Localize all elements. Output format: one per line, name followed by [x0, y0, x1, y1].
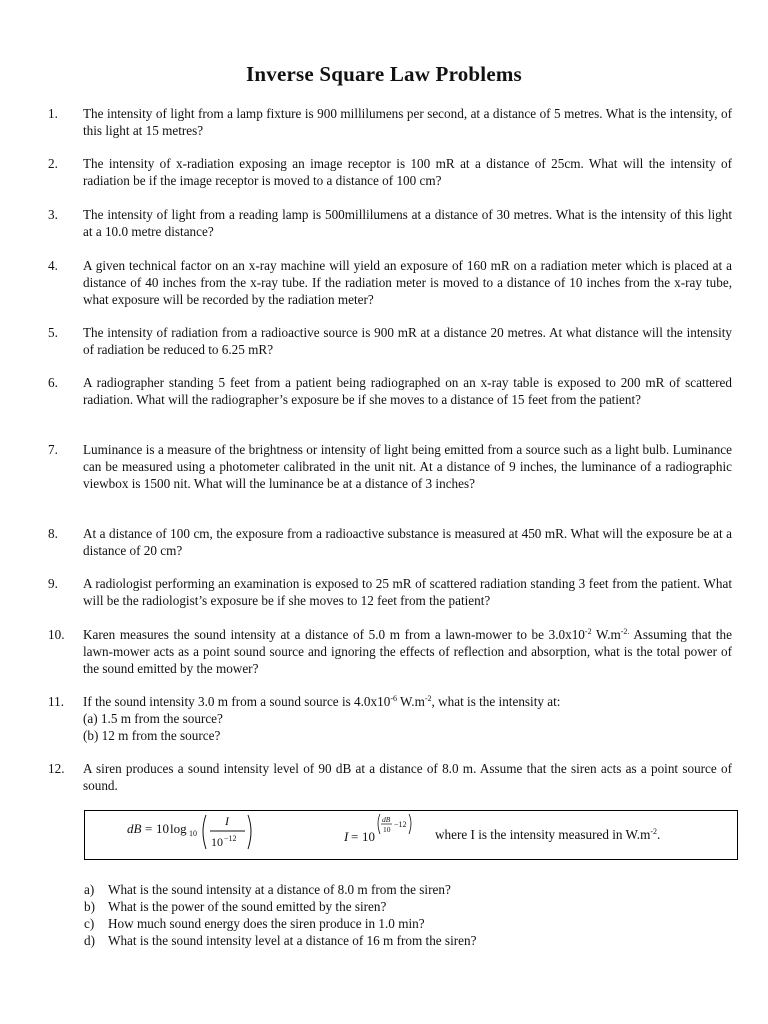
question-number: 1.: [48, 106, 58, 121]
question-number: 6.: [48, 375, 58, 390]
question-3: [48, 206, 732, 240]
question-number: 2.: [48, 156, 58, 171]
formula-exp-right-paren: [409, 814, 411, 834]
question-subpart-b: (b) 12 m from the source?: [83, 728, 221, 743]
formula-base-10: 10: [362, 829, 375, 844]
formula-log-base: 10: [189, 829, 197, 838]
subquestion-list: [84, 881, 734, 949]
list-marker: b): [84, 899, 95, 914]
list-item-text: What is the sound intensity level at a distance of 16 m from the siren?: [108, 933, 477, 948]
list-item-text: How much sound energy does the siren produce in 1.0 min?: [108, 916, 425, 931]
question-12: [48, 760, 732, 794]
question-text: Luminance is a measure of the brightness or intensity of light being emitted from a source such as a light bulb. Luminance can be measured using a photometer calibrated in the unit nit. At a distance of 9 inches, the luminance of a radiographic viewbox is 1500 nit. What will the luminance be at a distance of 3 inches?: [83, 442, 732, 491]
question-number: 3.: [48, 207, 58, 222]
question-text: The intensity of light from a lamp fixture is 900 millilumens per second, at a distance of 5 metres. What is the intensity, of this light at 15 metres?: [83, 106, 732, 138]
exponent: -2.: [620, 627, 630, 636]
question-number: 5.: [48, 325, 58, 340]
formula-exp-denominator: 10: [383, 825, 391, 834]
question-text-part: Karen measures the sound intensity at a distance of 5.0 m from a lawn-mower to be 3.0x10: [83, 627, 585, 642]
formula-fraction-denominator-base: 10: [211, 835, 223, 849]
formula-exp-numerator: dB: [382, 815, 391, 824]
question-text: [83, 693, 732, 744]
list-item: [84, 932, 734, 949]
question-number: 9.: [48, 576, 58, 591]
question-number: 8.: [48, 526, 58, 541]
list-item-text: What is the sound intensity at a distance of 8.0 m from the siren?: [108, 882, 451, 897]
formula-intensity-symbol: I: [344, 829, 349, 844]
question-1: [48, 105, 732, 139]
question-number: 10.: [48, 627, 65, 642]
question-7: [48, 441, 732, 492]
formula-coefficient: 10: [156, 821, 169, 836]
exponent: -2: [424, 694, 432, 703]
question-text: [83, 626, 732, 677]
question-number: 7.: [48, 442, 58, 457]
question-text-part: W.m: [396, 694, 425, 709]
formula-where-note: [435, 827, 660, 843]
exponent: -6: [390, 694, 397, 703]
formula-equals: =: [145, 821, 153, 836]
list-item: [84, 898, 734, 915]
list-item: [84, 881, 734, 898]
question-text-part: W.m: [591, 627, 621, 642]
question-text: A radiologist performing an examination is exposed to 25 mR of scattered radiation standing 3 feet from the patient. What will be the radiologist’s exposure be if she moves to 12 feet from the patient?: [83, 576, 732, 608]
formula-fraction-denominator-exponent: −12: [224, 834, 237, 843]
question-number: 12.: [48, 761, 65, 776]
formula-left-paren: [203, 815, 206, 849]
question-10: [48, 626, 732, 677]
question-5: [48, 324, 732, 358]
list-marker: a): [84, 882, 95, 897]
list-marker: d): [84, 933, 95, 948]
question-number: 4.: [48, 258, 58, 273]
question-text: A given technical factor on an x-ray machine will yield an exposure of 160 mR on a radiation meter which is placed at a distance of 40 inches from the x-ray tube. If the radiation meter is moved to a distance of 10 inches from the x-ray tube, what exposure will be recorded by the radiation meter?: [83, 258, 732, 307]
formula-exp-left-paren: [378, 814, 380, 834]
question-6: [48, 374, 732, 408]
formula-fraction-numerator: I: [225, 814, 229, 828]
question-text: The intensity of radiation from a radioactive source is 900 mR at a distance 20 metres. At what distance will the intensity of radiation be reduced to 6.25 mR?: [83, 325, 732, 357]
formula-box: [84, 810, 738, 860]
question-text-part: If the sound intensity 3.0 m from a sound source is 4.0x10: [83, 694, 391, 709]
page-title: Inverse Square Law Problems: [246, 62, 522, 86]
exponent: -2: [584, 627, 592, 636]
question-text: The intensity of x-radiation exposing an image receptor is 100 mR at a distance of 25cm. What will the intensity of radiation be if the image receptor is moved to a distance of 100 cm?: [83, 156, 732, 188]
question-9: [48, 575, 732, 609]
question-4: [48, 257, 732, 308]
question-text: A siren produces a sound intensity level of 90 dB at a distance of 8.0 m. Assume that the siren acts as a point source of sound.: [83, 761, 732, 793]
formula-log: log: [170, 821, 187, 836]
question-text: A radiographer standing 5 feet from a patient being radiographed on an x-ray table is exposed to 200 mR of scattered radiation. What will the radiographer’s exposure be if she moves to a distance of 15 feet from the patient?: [83, 375, 732, 407]
question-text: At a distance of 100 cm, the exposure from a radioactive substance is measured at 450 mR. What will the exposure be at a distance of 20 cm?: [83, 526, 732, 558]
question-subpart-a: (a) 1.5 m from the source?: [83, 711, 223, 726]
question-text-part: Assuming that the lawn-mower acts as a point sound source and ignoring the effects of reflection and absorption, what is the total power of the sound emitted by the mower?: [83, 627, 732, 676]
question-number: 11.: [48, 694, 64, 709]
formula-equals-2: =: [351, 829, 359, 844]
list-item-text: What is the power of the sound emitted by the siren?: [108, 899, 387, 914]
question-11: [48, 693, 732, 744]
question-text-part: , what is the intensity at:: [431, 694, 561, 709]
question-8: [48, 525, 732, 559]
formula-exp-minus: −12: [394, 820, 407, 829]
formula-right-paren: [248, 815, 251, 849]
list-item: [84, 915, 734, 932]
question-text: The intensity of light from a reading lamp is 500millilumens at a distance of 30 metres. What is the intensity of this light at a 10.0 metre distance?: [83, 207, 732, 239]
formula-db-symbol: dB: [127, 821, 142, 836]
list-marker: c): [84, 916, 95, 931]
exponent: -2: [650, 827, 658, 836]
question-2: [48, 155, 732, 189]
formula-where-end: .: [657, 827, 661, 842]
formula-where-text: where I is the intensity measured in W.m: [435, 827, 651, 842]
